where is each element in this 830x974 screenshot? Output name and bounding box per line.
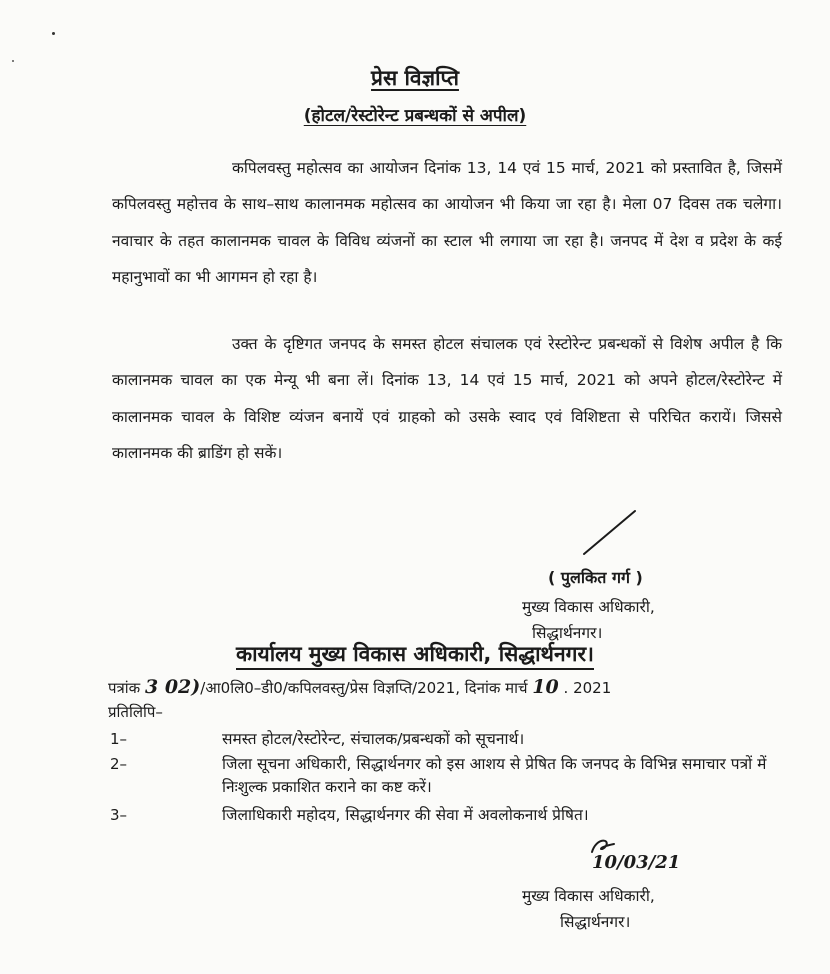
office-heading: कार्यालय मुख्य विकास अधिकारी, सिद्धार्थनगर। [0, 640, 830, 668]
copy-item-number: 2– [110, 755, 128, 773]
letter-reference [108, 676, 611, 698]
letter-year: . 2021 [563, 679, 612, 697]
body-paragraph-2: उक्त के दृष्टिगत जनपद के समस्त होटल संचालक एवं रेस्टोरेन्ट प्रबन्धकों से विशेष अपील है कि कालानमक चावल का एक मेन्यू भी बना लें। दिनांक 13, 14 एवं 15 मार्च, 2021 को अपने होटल/रेस्टोरेन्ट में कालानमक चावल के विशिष्ट व्यंजन बनायें एवं ग्राहको को उसके स्वाद एवं विशिष्टता से परिचित करायें। जिससे कालानमक की ब्राडिंग हो सकें। [112, 335, 782, 463]
copy-item-number: 1– [110, 730, 128, 748]
letter-reference-text: /आ0लि0–डी0/कपिलवस्तु/प्रेस विज्ञप्ति/2021, दिनांक मार्च [200, 679, 528, 697]
letter-day-handwritten: 10 [532, 676, 559, 698]
scan-speck [12, 60, 14, 62]
signatory-place: सिद्धार्थनगर। [532, 624, 603, 642]
signatory-designation: मुख्य विकास अधिकारी, [522, 598, 655, 616]
bottom-signatory-place: सिद्धार्थनगर। [560, 913, 631, 931]
copy-item-text: जिला सूचना अधिकारी, सिद्धार्थनगर को इस आशय से प्रेषित कि जनपद के विभिन्न समाचार पत्रों में निःशुल्क प्रकाशित कराने का कष्ट करें। [222, 755, 767, 796]
scan-speck [52, 32, 55, 35]
signature-mark [580, 508, 640, 558]
handwritten-initials-date: 10/03/21 [592, 852, 681, 873]
copy-item-number: 3– [110, 806, 128, 824]
copy-item-text: जिलाधिकारी महोदय, सिद्धार्थनगर की सेवा में अवलोकनार्थ प्रेषित। [222, 806, 589, 824]
document-title: प्रेस विज्ञप्ति [371, 66, 459, 90]
letter-number-handwritten: 3 02) [145, 676, 201, 698]
bottom-signatory-designation: मुख्य विकास अधिकारी, [522, 887, 655, 905]
copy-item-text: समस्त होटल/रेस्टोरेन्ट, संचालक/प्रबन्धकों को सूचनार्थ। [222, 730, 525, 748]
initials-mark [588, 836, 618, 856]
body-paragraph-1: कपिलवस्तु महोत्सव का आयोजन दिनांक 13, 14 एवं 15 मार्च, 2021 को प्रस्तावित है, जिसमें कपिलवस्तु महोत्तव के साथ–साथ कालानमक महोत्सव का आयोजन भी किया जा रहा है। मेला 07 दिवस तक चलेगा। नवाचार के तहत कालानमक चावल के विविध व्यंजनों का स्टाल भी लगाया जा रहा है। जनपद में देश व प्रदेश के कई महानुभावों का भी आगमन हो रहा है। [112, 159, 782, 287]
signatory-name: ( पुलकित गर्ग ) [548, 568, 643, 587]
copy-label: प्रतिलिपि– [108, 703, 163, 721]
document-subtitle: (होटल/रेस्टोरेन्ट प्रबन्धकों से अपील) [303, 106, 527, 126]
letter-prefix: पत्रांक [108, 679, 141, 697]
